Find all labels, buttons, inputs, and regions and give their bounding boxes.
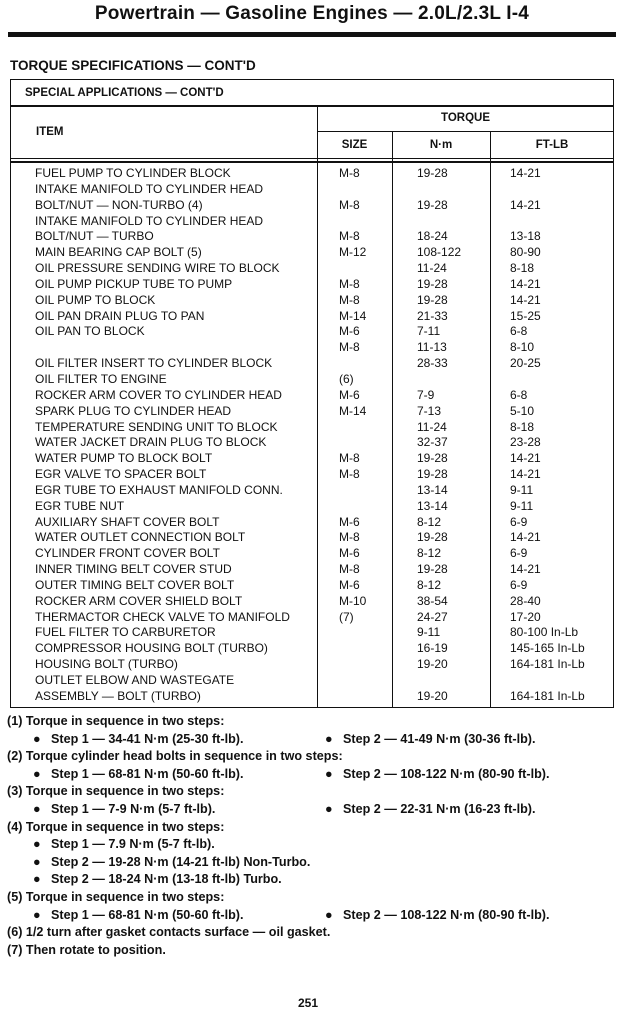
table-row bbox=[0, 530, 630, 546]
footnote-line bbox=[7, 819, 622, 837]
row-ftlb: 6-9 bbox=[510, 514, 528, 529]
row-item: THERMACTOR CHECK VALVE TO MANIFOLD bbox=[35, 609, 290, 624]
row-item: EGR TUBE NUT bbox=[35, 498, 125, 513]
col-header-ftlb: FT-LB bbox=[535, 139, 569, 151]
row-nm: 28-33 bbox=[417, 356, 448, 371]
footnote-step: Step 1 — 34-41 N·m (25-30 ft-lb). bbox=[51, 731, 244, 746]
footnote-line bbox=[7, 924, 622, 942]
row-item: AUXILIARY SHAFT COVER BOLT bbox=[35, 514, 220, 529]
row-nm: 21-33 bbox=[417, 308, 448, 323]
row-ftlb: 23-28 bbox=[510, 435, 541, 450]
row-size: (7) bbox=[339, 609, 354, 624]
footnotes bbox=[7, 713, 622, 959]
row-item: CYLINDER FRONT COVER BOLT bbox=[35, 546, 220, 561]
row-nm: 8-12 bbox=[417, 546, 442, 561]
footnote-line bbox=[7, 713, 622, 731]
table-row bbox=[0, 483, 630, 499]
bullet-icon: ● bbox=[33, 907, 41, 922]
row-item: OIL PUMP PICKUP TUBE TO PUMP bbox=[35, 276, 233, 291]
row-size: M-8 bbox=[339, 562, 360, 577]
table-row bbox=[0, 388, 630, 404]
row-item: OIL PAN TO BLOCK bbox=[35, 324, 145, 339]
table-row bbox=[0, 182, 630, 198]
table-rule bbox=[10, 105, 614, 107]
row-ftlb: 14-21 bbox=[510, 467, 541, 482]
row-ftlb: 14-21 bbox=[510, 276, 541, 291]
table-row bbox=[0, 610, 630, 626]
row-size: M-6 bbox=[339, 324, 360, 339]
row-nm: 32-37 bbox=[417, 435, 448, 450]
section-title: TORQUE SPECIFICATIONS — CONT'D bbox=[10, 58, 256, 73]
row-nm: 13-14 bbox=[417, 498, 448, 513]
row-nm: 19-20 bbox=[417, 657, 448, 672]
row-item: OUTLET ELBOW AND WASTEGATE bbox=[35, 673, 235, 687]
row-item: INNER TIMING BELT COVER STUD bbox=[35, 562, 232, 577]
table-row bbox=[0, 499, 630, 515]
footnote-step: Step 1 — 68-81 N·m (50-60 ft-lb). bbox=[51, 907, 244, 922]
row-nm: 19-20 bbox=[417, 688, 448, 703]
row-size: M-8 bbox=[339, 292, 360, 307]
footnote-line bbox=[7, 731, 622, 749]
row-ftlb: 14-21 bbox=[510, 562, 541, 577]
header-rule bbox=[8, 32, 616, 37]
row-item: MAIN BEARING CAP BOLT (5) bbox=[35, 245, 202, 260]
row-size: M-8 bbox=[339, 276, 360, 291]
row-nm: 11-24 bbox=[417, 261, 447, 276]
row-item: OIL FILTER INSERT TO CYLINDER BLOCK bbox=[35, 356, 273, 371]
row-nm: 16-19 bbox=[417, 641, 448, 656]
row-nm: 19-28 bbox=[417, 166, 448, 180]
row-item: ROCKER ARM COVER SHIELD BOLT bbox=[35, 593, 243, 608]
footnote-step: Step 1 — 68-81 N·m (50-60 ft-lb). bbox=[51, 766, 244, 781]
row-size: M-12 bbox=[339, 245, 367, 260]
row-ftlb: 9-11 bbox=[510, 482, 534, 497]
row-item: WATER JACKET DRAIN PLUG TO BLOCK bbox=[35, 435, 267, 450]
row-nm: 19-28 bbox=[417, 530, 448, 545]
row-item: OIL PAN DRAIN PLUG TO PAN bbox=[35, 308, 205, 323]
footnote-line bbox=[7, 766, 622, 784]
row-size: M-8 bbox=[339, 340, 360, 355]
footnote-line bbox=[7, 748, 622, 766]
page-number: 251 bbox=[298, 996, 319, 1010]
table-rule bbox=[317, 131, 614, 132]
row-ftlb: 6-8 bbox=[510, 387, 528, 402]
row-item: EGR VALVE TO SPACER BOLT bbox=[35, 467, 207, 482]
row-nm: 108-122 bbox=[417, 245, 462, 260]
table-row bbox=[0, 641, 630, 657]
table-row bbox=[0, 340, 630, 356]
table-row bbox=[0, 420, 630, 436]
row-size: M-8 bbox=[339, 467, 360, 482]
row-nm: 19-28 bbox=[417, 197, 448, 212]
row-ftlb: 8-18 bbox=[510, 261, 535, 276]
table-row bbox=[0, 277, 630, 293]
footnote-step: Step 2 — 19-28 N·m (14-21 ft-lb) Non-Turbo. bbox=[51, 854, 311, 869]
footnote-line bbox=[7, 783, 622, 801]
row-item: ASSEMBLY — BOLT (TURBO) bbox=[35, 688, 201, 703]
row-ftlb: 14-21 bbox=[510, 197, 541, 212]
footnote-line bbox=[7, 871, 622, 889]
row-item: HOUSING BOLT (TURBO) bbox=[35, 657, 178, 672]
bullet-icon: ● bbox=[325, 731, 333, 746]
footnote-step: Step 2 — 108-122 N·m (80-90 ft-lb). bbox=[343, 766, 550, 781]
row-ftlb: 6-8 bbox=[510, 324, 528, 339]
row-size: M-8 bbox=[339, 197, 360, 212]
row-nm: 7-9 bbox=[417, 387, 435, 402]
footnote-step: Step 2 — 108-122 N·m (80-90 ft-lb). bbox=[343, 907, 550, 922]
row-nm: 19-28 bbox=[417, 276, 448, 291]
row-nm: 8-12 bbox=[417, 514, 442, 529]
footnote-text: (3) Torque in sequence in two steps: bbox=[7, 784, 225, 799]
footnote-text: (1) Torque in sequence in two steps: bbox=[7, 714, 225, 728]
row-nm: 19-28 bbox=[417, 451, 448, 466]
row-size: M-8 bbox=[339, 451, 360, 466]
table-row bbox=[0, 245, 630, 261]
row-ftlb: 15-25 bbox=[510, 308, 541, 323]
table-row bbox=[0, 451, 630, 467]
row-ftlb: 14-21 bbox=[510, 451, 541, 466]
row-nm: 8-12 bbox=[417, 577, 442, 592]
table-row bbox=[0, 261, 630, 277]
row-nm: 11-24 bbox=[417, 419, 447, 434]
row-ftlb: 6-9 bbox=[510, 546, 528, 561]
bullet-icon: ● bbox=[325, 766, 333, 781]
row-nm: 19-28 bbox=[417, 467, 448, 482]
page-header: Powertrain — Gasoline Engines — 2.0L/2.3L I-4 bbox=[94, 3, 530, 24]
table-body bbox=[0, 166, 630, 705]
row-size: M-6 bbox=[339, 546, 360, 561]
row-ftlb: 164-181 In-Lb bbox=[510, 688, 585, 703]
row-item: FUEL PUMP TO CYLINDER BLOCK bbox=[35, 166, 231, 180]
row-ftlb: 17-20 bbox=[510, 609, 541, 624]
table-row bbox=[0, 673, 630, 689]
row-ftlb: 20-25 bbox=[510, 356, 541, 371]
table-row bbox=[0, 625, 630, 641]
row-ftlb: 145-165 In-Lb bbox=[510, 641, 585, 656]
row-ftlb: 14-21 bbox=[510, 292, 541, 307]
footnote-step: Step 2 — 22-31 N·m (16-23 ft-lb). bbox=[343, 801, 536, 816]
row-size: M-10 bbox=[339, 593, 367, 608]
row-size: M-14 bbox=[339, 403, 367, 418]
row-ftlb: 13-18 bbox=[510, 229, 541, 244]
row-size: M-8 bbox=[339, 229, 360, 244]
row-item: OUTER TIMING BELT COVER BOLT bbox=[35, 577, 235, 592]
table-row bbox=[0, 435, 630, 451]
footnote-text: (6) 1/2 turn after gasket contacts surface — oil gasket. bbox=[7, 925, 331, 940]
row-size: M-6 bbox=[339, 387, 360, 402]
table-row bbox=[0, 229, 630, 245]
footnote-text: (4) Torque in sequence in two steps: bbox=[7, 819, 225, 834]
footnote-step: Step 2 — 18-24 N·m (13-18 ft-lb) Turbo. bbox=[51, 872, 282, 887]
table-row bbox=[0, 293, 630, 309]
table-row bbox=[0, 657, 630, 673]
footnote-text: (7) Then rotate to position. bbox=[7, 942, 166, 957]
row-item: OIL FILTER TO ENGINE bbox=[35, 371, 167, 386]
row-ftlb: 80-100 In-Lb bbox=[510, 625, 579, 640]
table-row bbox=[0, 309, 630, 325]
table-row bbox=[0, 324, 630, 340]
table-subtitle: SPECIAL APPLICATIONS — CONT'D bbox=[25, 87, 224, 99]
row-size: M-6 bbox=[339, 577, 360, 592]
table-row bbox=[0, 578, 630, 594]
row-ftlb: 8-18 bbox=[510, 419, 535, 434]
footnote-line bbox=[7, 836, 622, 854]
row-item: TEMPERATURE SENDING UNIT TO BLOCK bbox=[35, 419, 278, 434]
row-nm: 24-27 bbox=[417, 609, 448, 624]
table-row bbox=[0, 594, 630, 610]
row-item: OIL PRESSURE SENDING WIRE TO BLOCK bbox=[35, 261, 280, 276]
footnote-line bbox=[7, 942, 622, 960]
row-item: WATER PUMP TO BLOCK BOLT bbox=[35, 451, 213, 466]
table-row bbox=[0, 404, 630, 420]
row-size: M-6 bbox=[339, 514, 360, 529]
footnote-step: Step 2 — 41-49 N·m (30-36 ft-lb). bbox=[343, 731, 536, 746]
col-header-size: SIZE bbox=[341, 139, 368, 151]
table-rule bbox=[10, 158, 614, 159]
row-item: BOLT/NUT — NON-TURBO (4) bbox=[35, 197, 203, 212]
row-item: COMPRESSOR HOUSING BOLT (TURBO) bbox=[35, 641, 268, 656]
footnote-text: (2) Torque cylinder head bolts in sequence in two steps: bbox=[7, 749, 343, 764]
col-header-torque: TORQUE bbox=[441, 112, 490, 124]
row-ftlb: 9-11 bbox=[510, 498, 534, 513]
row-nm: 13-14 bbox=[417, 482, 448, 497]
bullet-icon: ● bbox=[33, 837, 41, 852]
bullet-icon: ● bbox=[33, 731, 41, 746]
row-nm: 38-54 bbox=[417, 593, 448, 608]
row-nm: 11-13 bbox=[417, 340, 447, 355]
footnote-line bbox=[7, 801, 622, 819]
row-item: INTAKE MANIFOLD TO CYLINDER HEAD bbox=[35, 181, 264, 196]
row-ftlb: 5-10 bbox=[510, 403, 535, 418]
table-row bbox=[0, 356, 630, 372]
row-size: M-14 bbox=[339, 308, 367, 323]
row-size: M-8 bbox=[339, 530, 360, 545]
row-ftlb: 80-90 bbox=[510, 245, 541, 260]
footnote-step: Step 1 — 7.9 N·m (5-7 ft-lb). bbox=[51, 837, 215, 852]
table-row bbox=[0, 515, 630, 531]
row-item: OIL PUMP TO BLOCK bbox=[35, 292, 156, 307]
table-row bbox=[0, 467, 630, 483]
row-ftlb: 6-9 bbox=[510, 577, 528, 592]
row-nm: 9-11 bbox=[417, 625, 441, 640]
row-size: M-8 bbox=[339, 166, 360, 180]
table-rule bbox=[10, 161, 614, 163]
footnote-line bbox=[7, 854, 622, 872]
bullet-icon: ● bbox=[33, 766, 41, 781]
table-row bbox=[0, 214, 630, 230]
bullet-icon: ● bbox=[325, 907, 333, 922]
row-ftlb: 14-21 bbox=[510, 530, 541, 545]
row-item: INTAKE MANIFOLD TO CYLINDER HEAD bbox=[35, 213, 264, 228]
table-row bbox=[0, 166, 630, 182]
table-row bbox=[0, 546, 630, 562]
table-row bbox=[0, 198, 630, 214]
row-item: FUEL FILTER TO CARBURETOR bbox=[35, 625, 216, 640]
row-nm: 19-28 bbox=[417, 562, 448, 577]
bullet-icon: ● bbox=[33, 801, 41, 816]
footnote-line bbox=[7, 889, 622, 907]
row-ftlb: 8-10 bbox=[510, 340, 535, 355]
row-nm: 7-11 bbox=[417, 324, 441, 339]
table-row bbox=[0, 689, 630, 705]
row-ftlb: 164-181 In-Lb bbox=[510, 657, 585, 672]
col-header-item: ITEM bbox=[36, 126, 64, 138]
row-item: BOLT/NUT — TURBO bbox=[35, 229, 154, 244]
row-item: SPARK PLUG TO CYLINDER HEAD bbox=[35, 403, 232, 418]
row-size: (6) bbox=[339, 371, 354, 386]
row-item: EGR TUBE TO EXHAUST MANIFOLD CONN. bbox=[35, 482, 283, 497]
row-nm: 19-28 bbox=[417, 292, 448, 307]
footnote-text: (5) Torque in sequence in two steps: bbox=[7, 889, 225, 904]
row-nm: 7-13 bbox=[417, 403, 442, 418]
row-item: ROCKER ARM COVER TO CYLINDER HEAD bbox=[35, 387, 282, 402]
row-item: WATER OUTLET CONNECTION BOLT bbox=[35, 530, 246, 545]
row-ftlb: 14-21 bbox=[510, 166, 541, 180]
col-header-nm: N·m bbox=[429, 139, 453, 151]
footnote-line bbox=[7, 907, 622, 925]
bullet-icon: ● bbox=[33, 872, 41, 887]
bullet-icon: ● bbox=[33, 854, 41, 869]
row-ftlb: 28-40 bbox=[510, 593, 541, 608]
footnote-step: Step 1 — 7-9 N·m (5-7 ft-lb). bbox=[51, 801, 216, 816]
bullet-icon: ● bbox=[325, 801, 333, 816]
table-row bbox=[0, 562, 630, 578]
table-row bbox=[0, 372, 630, 388]
row-nm: 18-24 bbox=[417, 229, 448, 244]
